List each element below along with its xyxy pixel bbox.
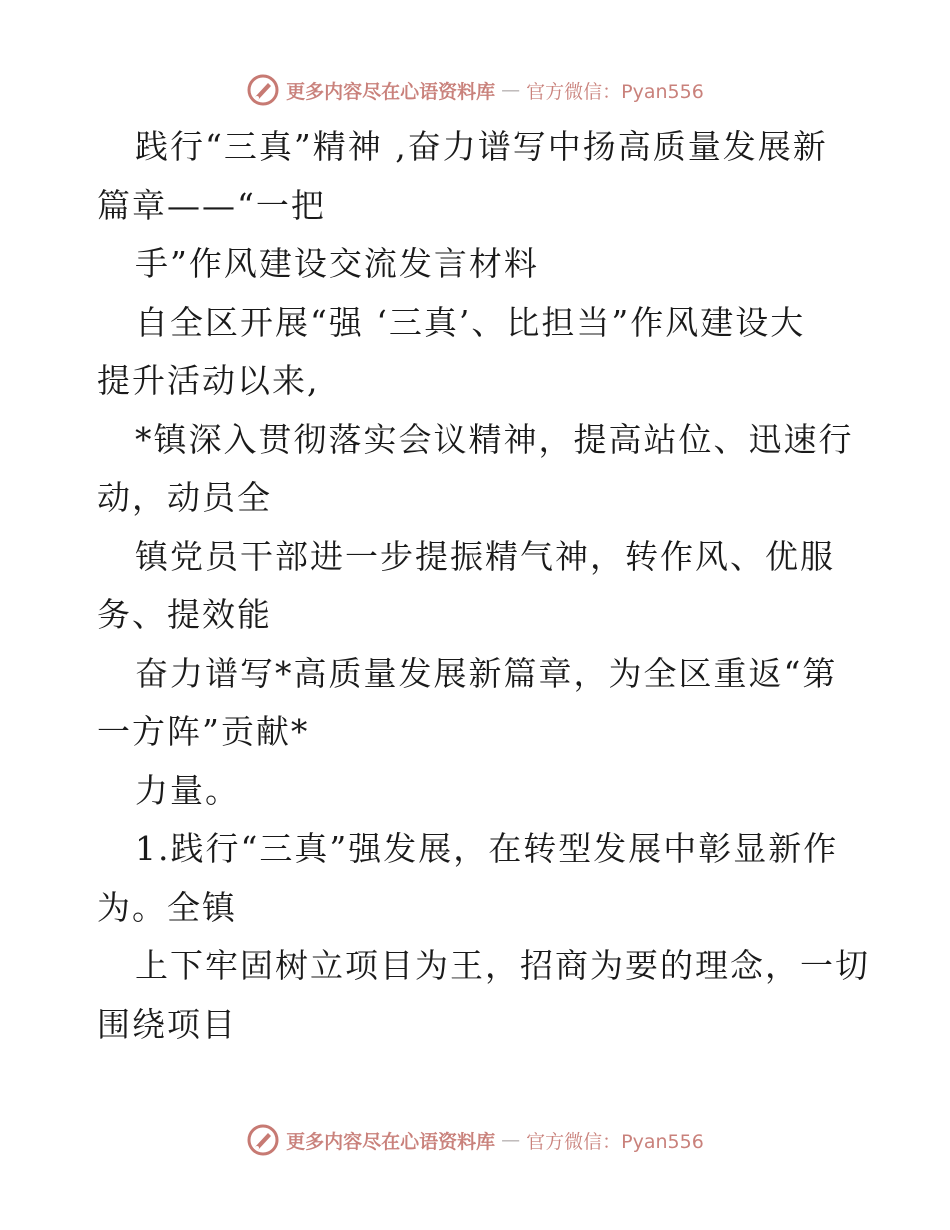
paragraph-line: 围绕项目 <box>97 1004 237 1044</box>
watermark-separator: — <box>501 79 521 101</box>
watermark-text: 更多内容尽在心语资料库 <box>286 80 496 103</box>
paragraph-line: 务、提效能 <box>97 595 272 634</box>
document-body <box>97 118 870 1054</box>
paragraph-line: *镇深入贯彻落实会议精神，提高站位、迅速行 <box>135 419 854 459</box>
watermark-contact: 官方微信：Pyan556 <box>526 1130 704 1153</box>
paragraph-line: 1.践行“三真”强发展，在转型发展中彰显新作 <box>135 829 839 868</box>
title-line: 践行“三真”精神 ,奋力谱写中扬高质量发展新 <box>135 127 828 166</box>
paragraph-line: 为。全镇 <box>97 887 237 927</box>
paragraph-line: 上下牢固树立项目为王，招商为要的理念，一切 <box>135 946 870 985</box>
watermark-contact: 官方微信：Pyan556 <box>526 80 704 103</box>
watermark-logo-icon <box>246 1123 280 1157</box>
header-watermark <box>0 70 950 110</box>
watermark-logo-icon <box>246 73 280 107</box>
paragraph-line: 一方阵”贡献* <box>97 712 310 751</box>
title-line: 篇章——“一把 <box>97 185 326 225</box>
paragraph-line: 镇党员干部进一步提振精气神，转作风、优服 <box>135 536 835 576</box>
footer-watermark <box>0 1120 950 1160</box>
watermark-text: 更多内容尽在心语资料库 <box>286 1130 496 1153</box>
paragraph-line: 力量。 <box>135 770 240 810</box>
paragraph-line: 奋力谱写*高质量发展新篇章，为全区重返“第 <box>135 653 838 693</box>
title-line: 手”作风建设交流发言材料 <box>135 244 539 283</box>
paragraph-line: 动，动员全 <box>97 478 272 517</box>
paragraph-line: 提升活动以来, <box>97 361 320 400</box>
paragraph-line: 自全区开展“强 ‘三真’、比担当”作风建设大 <box>135 302 806 342</box>
watermark-separator: — <box>501 1129 521 1151</box>
